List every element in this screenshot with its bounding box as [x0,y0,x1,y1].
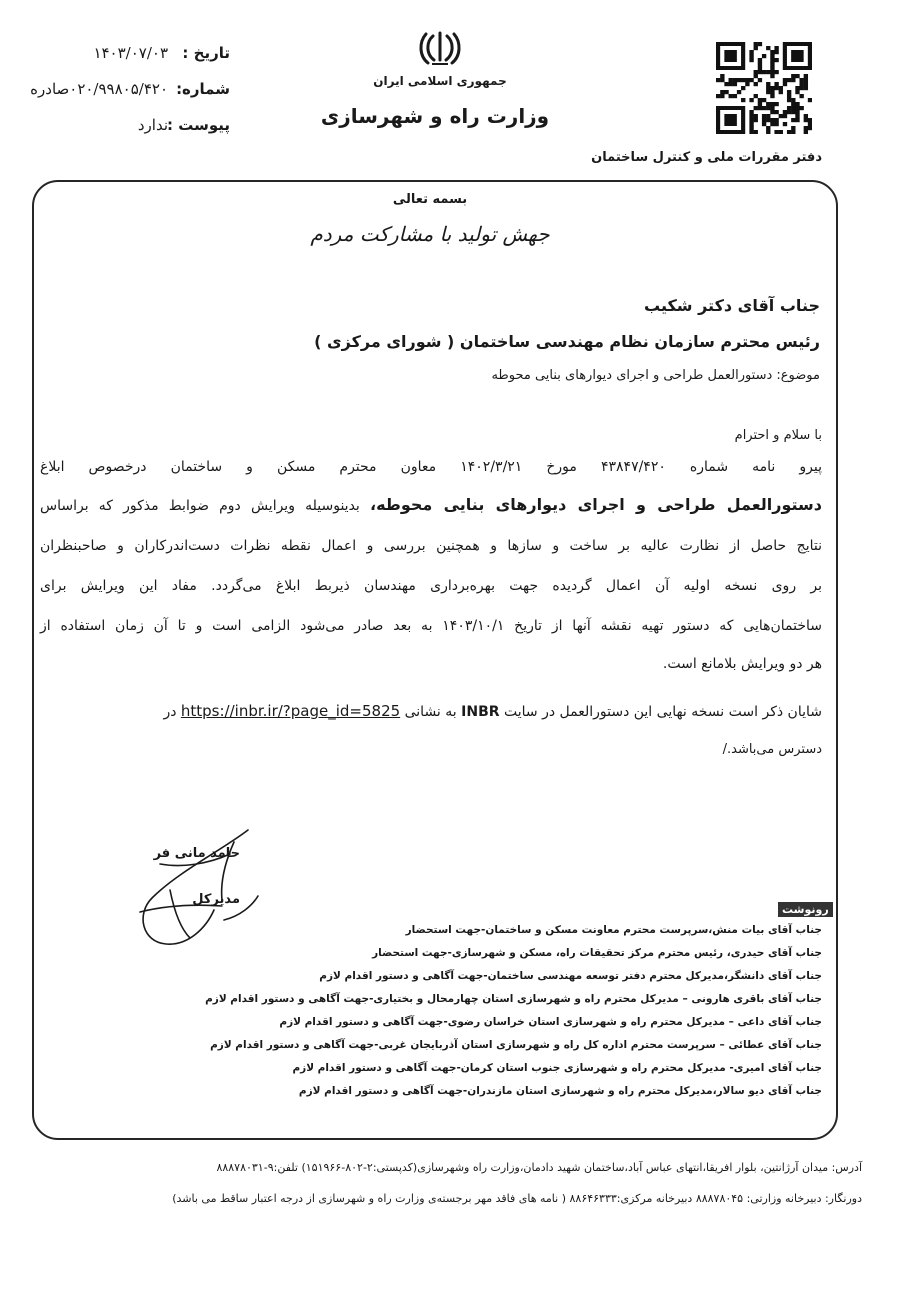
note-end: دسترس می‌باشد./ [722,742,822,757]
body-line-2-rest: بدینوسیله ویرایش دوم ضوابط مذکور که براساس [40,498,370,514]
note-site: INBR [461,704,500,720]
cc-item: جناب آقای حیدری، رئیس محترم مرکز تحقیقات راه، مسکن و شهرسازی-جهت استحضار [372,947,822,959]
qr-code [716,42,812,134]
date-label: تاریخ : [182,44,230,62]
note-mid: به نشانی [400,704,462,720]
cc-item: جناب آقای دانشگر،مدیرکل محترم دفتر توسعه مهندسی ساختمان-جهت آگاهی و دستور اقدام لازم [319,970,822,982]
number-label: شماره: [176,80,230,98]
date-value: ۱۴۰۳/۰۷/۰۳ [93,44,168,62]
footer-fax: دورنگار: دبیرخانه وزارتی: ۸۸۸۷۸۰۴۵ دبیرخانه مرکزی:۸۸۶۴۶۳۳۳ ( نامه های فاقد مهر برجسته‌ی وزارت راه و شهرسازی از درجه اعتبار ساقط می باشد) [172,1192,862,1205]
letter-subject: موضوع: دستورالعمل طراحی و اجرای دیوارهای بنایی محوطه [491,368,820,383]
cc-label: رونوشت [778,902,833,917]
note-after: در [163,704,181,720]
cc-item: جناب آقای باقری هارونی – مدیرکل محترم راه و شهرسازی استان چهارمحال و بختیاری-جهت آگاهی و دستور اقدام لازم [205,993,822,1005]
attachment-row [15,116,230,140]
instruction-link[interactable]: https://inbr.ir/?page_id=5825 [180,702,401,720]
office-name: دفتر مقررات ملی و کنترل ساختمان [591,150,822,165]
date-row [15,44,230,68]
recipient-name: جناب آقای دکتر شکیب [644,296,820,315]
number-value: ۰۲۰/۹۹۸۰۵/۴۲۰صادره [30,80,168,98]
footer-address: آدرس: میدان آرژانتین، بلوار افریقا،انتهای عباس آباد،ساختمان شهید دادمان،وزارت راه وشهرسازی(کدپستی:۲-۸۰۲-۱۵۱۹۶۶) تلفن:۹-۸۸۸۷۸۰۳۱ [216,1161,862,1174]
signature-scribble [130,820,270,950]
number-row [15,80,230,104]
cc-item: جناب آقای داعی – مدیرکل محترم راه و شهرسازی استان خراسان رضوی-جهت آگاهی و دستور اقدام لازم [279,1016,822,1028]
signer-name: حامد مانی فر [153,846,240,861]
attachment-value: ندارد [137,116,168,134]
body-line-2 [40,495,822,516]
cc-item: جناب آقای دیو سالار،مدیرکل محترم راه و شهرسازی استان مازندران-جهت آگاهی و دستور اقدام لازم [298,1085,822,1097]
body-line-3: نتایج حاصل از نظارت عالیه بر ساخت و سازها و همچنین بررسی و اعمال نقطه نظرات دست‌اندرکاران و صاحبنظران [40,538,822,554]
cc-item: جناب آقای عطائی – سرپرست محترم اداره کل راه و شهرسازی استان آذربایجان غربی-جهت آگاهی و دستور اقدام لازم [210,1039,822,1051]
ministry-name: وزارت راه و شهرسازی [320,104,550,128]
country-name: جمهوری اسلامی ایران [373,74,507,88]
instruction-title: دستورالعمل طراحی و اجرای دیوارهای بنایی محوطه، [369,495,822,514]
slogan: جهش تولید با مشارکت مردم [310,222,550,246]
cc-item: جناب آقای امیری- مدیرکل محترم راه و شهرسازی جنوب استان کرمان-جهت آگاهی و دستور اقدام لازم [292,1062,822,1074]
body-line-1: پیرو نامه شماره ۴۳۸۴۷/۴۲۰ مورخ ۱۴۰۲/۳/۲۱ معاون محترم مسکن و ساختمان درخصوص ابلاغ [40,459,823,475]
body-line-5: ساختمان‌هایی که دستور تهیه نقشه آنها از تاریخ ۱۴۰۳/۱۰/۱ به بعد صادر می‌شود الزامی است و تا آن زمان استفاده از [40,618,823,634]
recipient-title: رئیس محترم سازمان نظام مهندسی ساختمان ( شورای مرکزی ) [314,332,820,351]
cc-item: جناب آقای بیات منش،سرپرست محترم معاونت مسکن و ساختمان-جهت استحضار [405,924,822,936]
attachment-label: پیوست : [166,116,230,134]
body-line-4: بر روی نسخه اولیه آن اعمال گردیده جهت بهره‌برداری مهندسان ذیربط ابلاغ می‌گردد. مفاد این ویرایش برای [40,578,822,594]
note-line [40,700,822,723]
note-before: شایان ذکر است نسخه نهایی این دستورالعمل در سایت [499,704,822,720]
iran-emblem-icon [418,30,462,68]
greeting: با سلام و احترام [734,428,822,443]
signer-role: مدیرکل [192,892,240,907]
bismillah: بسمه تعالی [392,192,468,207]
body-line-6: هر دو ویرایش بلامانع است. [662,656,822,672]
